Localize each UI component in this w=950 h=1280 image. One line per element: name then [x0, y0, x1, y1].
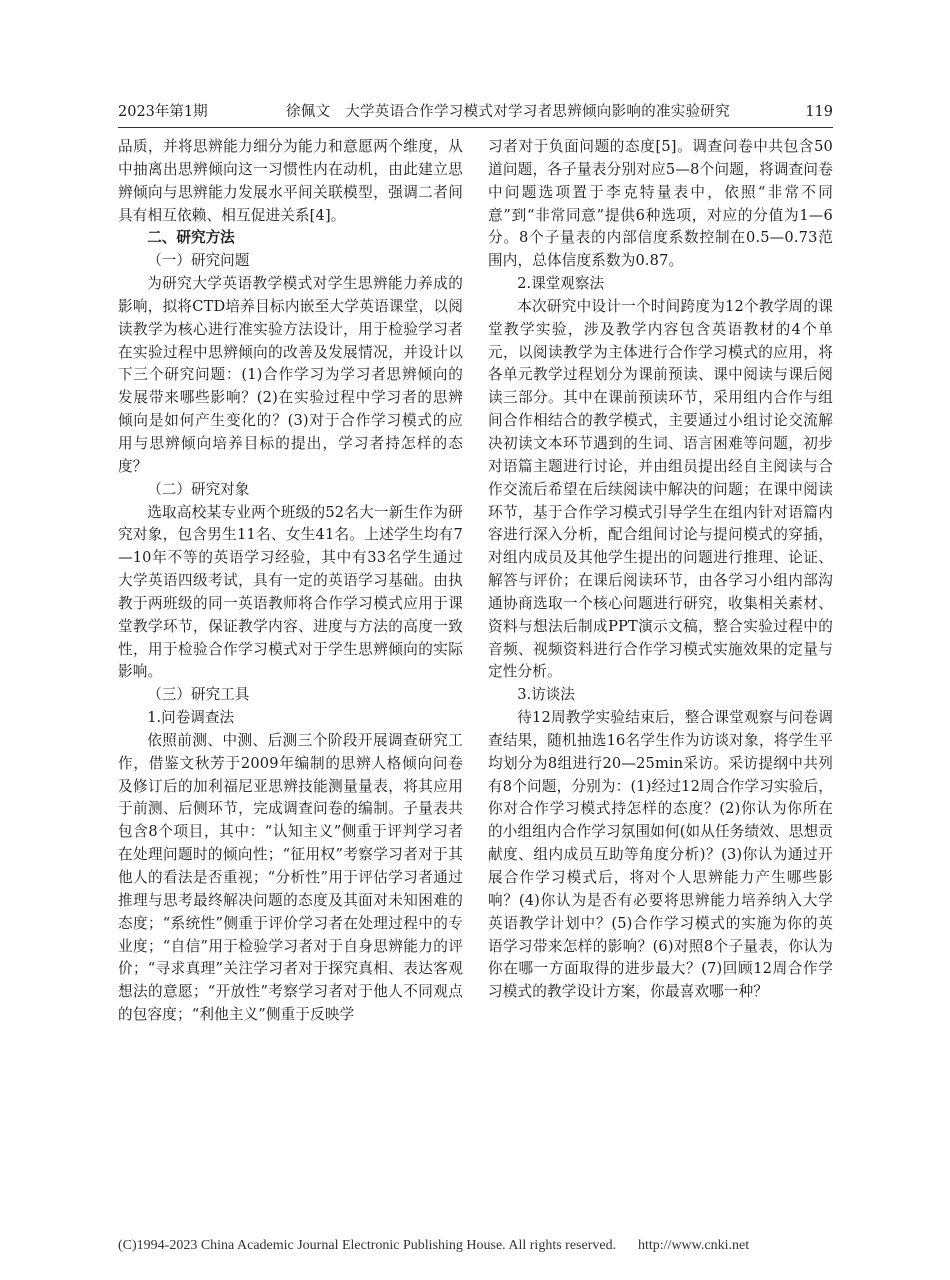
subsection-heading-questions: （一）研究问题 — [147, 252, 250, 270]
subheading-survey: 1.问卷调查法 — [147, 709, 235, 727]
journal-issue: 2023年第1期 — [118, 104, 208, 120]
paragraph-observation: 本次研究中设计一个时间跨度为12个教学周的课堂教学实验，涉及教学内容包含英语教材的4个单元，以阅读教学为主体进行合作学习模式的应用，将各单元教学过程划分为课前预读、课中阅读与课后阅读三部分。其中在课前预读环节，采用组内合作与组间合作相结合的教学模式，主要通过小组讨论交流解决初读文本环节遇到的生词、语言困难等问题，初步对语篇主题进行讨论，并由组员提出经自主阅读与合作交流后希望在后续阅读中解决的问题；在课中阅读环节，基于合作学习模式引导学生在组内针对语篇内容进行深入分析，配合组间讨论与提问模式的穿插，对组内成员及其他学生提出的问题进行推理、论证、解答与评价；在课后阅读环节，由各学习小组内部沟通协商选取一个核心问题进行研究，收集相关素材、资料与想法后制成PPT演示文稿，整合实验过程中的音频、视频资料进行合作学习模式实施效果的定量与定性分析。 — [488, 297, 833, 681]
left-column — [118, 136, 463, 1027]
copyright-footer — [118, 1236, 833, 1256]
page-number: 119 — [805, 104, 833, 120]
copyright-text: (C)1994-2023 China Academic Journal Electronic Publishing House. All rights reserved. — [118, 1238, 617, 1253]
paragraph-survey: 依照前测、中测、后测三个阶段开展调查研究工作，借鉴文秋芳于2009年编制的思辨人格倾向问卷及修订后的加利福尼亚思辨技能测量量表，将其应用于前测、后侧环节，完成调查问卷的编制。子量表共包含8个项目，其中：“认知主义”侧重于评判学习者在处理问题时的倾向性；“征用权”考察学习者对于其他人的看法是否重视；“分析性”用于评估学习者通过推理与思考最终解决问题的态度及其面对未知困难的态度；“系统性”侧重于评价学习者在处理过程中的专业度；“自信”用于检验学习者对于自身思辨能力的评价；“寻求真理”关注学习者对于探究真相、表达客观想法的意愿；“开放性”考察学习者对于他人不同观点的包容度；“利他主义”侧重于反映学 — [118, 731, 463, 1024]
subheading-interview: 3.访谈法 — [517, 686, 575, 704]
paragraph-survey-continued: 习者对于负面问题的态度[5]。调查问卷中共包含50道问题，各子量表分别对应5—8个问题，将调查问卷中问题选项置于李克特量表中，依照“非常不同意”到“非常同意”提供6种选项，对应的分值为1—6分。8个子量表的内部信度系数控制在0.5—0.73范围内，总体信度系数为0.87。 — [488, 138, 833, 270]
subheading-observation: 2.课堂观察法 — [517, 275, 605, 293]
subsection-heading-tools: （三）研究工具 — [147, 686, 250, 704]
paragraph-interview: 待12周教学实验结束后，整合课堂观察与问卷调查结果，随机抽选16名学生作为访谈对象，将学生平均划分为8组进行20—25min采访。采访提纲中共列有8个问题，分别为：(1)经过12周合作学习实验后，你对合作学习模式持怎样的态度？(2)你认为你所在的小组组内合作学习氛围如何(如从任务绩效、思想贡献度、组内成员互助等角度分析)？(3)你认为通过开展合作学习模式后，将对个人思辨能力产生哪些影响？(4)你认为是否有必要将思辨能力培养纳入大学英语教学计划中？(5)合作学习模式的实施为你的英语学习带来怎样的影响？(6)对照8个子量表，你认为你在哪一方面取得的进步最大？(7)回顾12周合作学习模式的教学设计方案，你最喜欢哪一种？ — [488, 709, 833, 1001]
paragraph-questions: 为研究大学英语教学模式对学生思辨能力养成的影响，拟将CTD培养目标内嵌至大学英语课堂，以阅读教学为核心进行准实验方法设计，用于检验学习者在实验过程中思辨倾向的改善及发展情况，并设计以下三个研究问题：(1)合作学习为学习者思辨倾向的发展带来哪些影响？(2)在实验过程中学习者的思辨倾向是如何产生变化的？(3)对于合作学习模式的应用与思辨倾向培养目标的提出，学习者持怎样的态度？ — [118, 275, 463, 475]
paragraph-continued: 品质，并将思辨能力细分为能力和意愿两个维度，从中抽离出思辨倾向这一习惯性内在动机，由此建立思辨倾向与思辨能力发展水平间关联模型，强调二者间具有相互依赖、相互促进关系[4]。 — [118, 138, 463, 224]
paragraph-subjects: 选取高校某专业两个班级的52名大一新生作为研究对象，包含男生11名、女生41名。上述学生均有7—10年不等的英语学习经验，其中有33名学生通过大学英语四级考试，具有一定的英语学习基础。由执教于两班级的同一英语教师将合作学习模式应用于课堂教学环节，保证教学内容、进度与方法的高度一致性，用于检验合作学习模式对于学生思辨倾向的实际影响。 — [118, 503, 463, 681]
running-title: 徐佩文 大学英语合作学习模式对学习者思辨倾向影响的准实验研究 — [286, 104, 730, 120]
section-heading-methods: 二、研究方法 — [147, 229, 235, 247]
right-column — [488, 136, 833, 1004]
cnki-url[interactable]: http://www.cnki.net — [638, 1238, 750, 1253]
subsection-heading-subjects: （二）研究对象 — [147, 480, 250, 498]
header-rule — [118, 127, 833, 128]
running-header — [118, 100, 833, 124]
